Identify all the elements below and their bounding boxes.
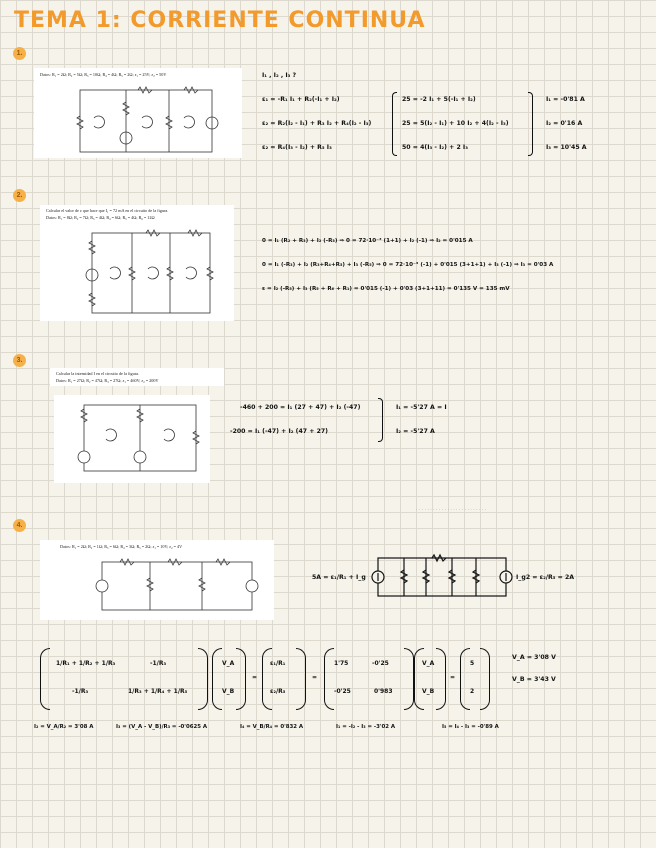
matrix-2-n12: -0'25 — [372, 660, 389, 667]
vector-v-b: V_B — [222, 688, 235, 695]
exercise-3-result-2: I₂ = -5'27 A — [396, 428, 435, 435]
matrix-2-n11: 1'75 — [334, 660, 349, 667]
exercise-1-eq-3: ε₂ = R₄(I₃ - I₂) + R₅ I₃ — [262, 144, 332, 151]
circuit-2-diagram — [40, 205, 234, 321]
exercise-number-3: 3. — [13, 354, 26, 367]
exercise-3-given-1: Calcular la intensidad I en el circuito de la figura. — [56, 371, 140, 376]
vector-result-1: 5 — [470, 660, 475, 667]
exercise-4-given: Datos: R₁ = 2Ω; R₂ = 1Ω; R₃ = 6Ω; R₄ = 3Ω; R₅ = 2Ω; ε₁ = 10V; ε₂ = 4V — [60, 544, 183, 549]
exercise-1-eq-2: ε₂ = R₂(I₂ - I₁) + R₃ I₂ + R₄(I₂ - I₃) — [262, 120, 372, 127]
exercise-1-result-1: I₁ = -0'81 A — [546, 96, 585, 103]
matrix-2-n22: 0'983 — [374, 688, 393, 695]
exercise-1-figure — [34, 68, 242, 158]
exercise-1-sub-2: 25 = 5(I₂ - I₁) + 10 I₂ + 4(I₂ - I₃) — [402, 120, 509, 127]
vector-rhs-paren-right — [296, 648, 306, 710]
exercise-1-eq-1: ε₁ = -R₁ I₁ + R₂(-I₁ + I₂) — [262, 96, 340, 103]
vector-v2-a: V_A — [422, 660, 435, 667]
equals-sign-3: = — [450, 674, 456, 681]
vector-v2-paren-left — [414, 648, 424, 710]
exercise-4-faded-sketch: · · · · · · · · · · · · · · · · · · · · · · · · · — [416, 508, 487, 513]
exercise-3-brace — [378, 398, 383, 442]
exercise-4-figure — [40, 540, 274, 620]
matrix-2-paren-right — [404, 648, 414, 710]
exercise-2-given-1: Calcular el valor de ε que hace que I₁ = 72 mA en el circuito de la figura. — [46, 208, 169, 213]
exercise-3-eq-1: -460 + 200 = I₁ (27 + 47) + I₂ (-47) — [240, 404, 361, 411]
exercise-4-sketch-circuit — [368, 548, 514, 604]
exercise-1-brace-right — [528, 92, 533, 156]
exercise-2-eq-1: 0 = I₁ (R₂ + R₃) + I₂ (-R₃) ⇒ 0 = 72·10⁻³ (1+1) + I₂ (-1) ⇒ I₂ = 0'015 A — [262, 238, 473, 244]
exercise-2-given-2: Datos: R₁ = 8Ω; R₂ = 7Ω; R₃ = 4Ω; R₄ = 6Ω; R₅ = 4Ω; R₆ = 12Ω — [46, 215, 155, 220]
exercise-1-result-2: I₂ = 0'16 A — [546, 120, 583, 127]
matrix-1-m21: -1/R₃ — [72, 688, 89, 695]
exercise-1-brace-left — [392, 92, 397, 156]
exercise-4-node-result-a: V_A = 3'08 V — [512, 654, 556, 661]
exercise-2-figure — [40, 205, 234, 321]
exercise-1-sub-3: 50 = 4(I₃ - I₂) + 2 I₃ — [402, 144, 468, 151]
matrix-1-paren-right — [198, 648, 208, 710]
exercise-1-given: Datos: R₁ = 2Ω; R₂ = 5Ω; R₃ = 10Ω; R₄ = 4Ω; R₅ = 2Ω; ε₁ = 25V; ε₂ = 50V — [40, 72, 167, 77]
exercise-3-given-2: Datos: R₁ = 27Ω; R₂ = 47Ω; R₃ = 27Ω; ε₁ = 460V; ε₂ = 200V — [56, 378, 159, 383]
exercise-number-4: 4. — [13, 519, 26, 532]
exercise-1-result-3: I₃ = 10'45 A — [546, 144, 587, 151]
vector-rhs-paren-left — [262, 648, 272, 710]
matrix-1-m11: 1/R₁ + 1/R₂ + 1/R₃ — [56, 660, 116, 667]
vector-v-paren-right — [236, 648, 246, 710]
matrix-1-m12: -1/R₃ — [150, 660, 167, 667]
vector-rhs-1: ε₁/R₁ — [270, 660, 286, 667]
exercise-4-current-1: I₂ = V_A/R₂ = 3'08 A — [34, 724, 94, 730]
exercise-4-source-eq-left: 5A = ε₁/R₁ + I_g — [312, 574, 366, 581]
matrix-2-paren-left — [324, 648, 334, 710]
vector-result-paren-right — [480, 648, 490, 710]
exercise-1-unknowns: I₁ , I₂ , I₃ ? — [262, 72, 297, 79]
matrix-1-paren-left — [40, 648, 50, 710]
circuit-1-diagram — [34, 68, 242, 158]
matrix-2-n21: -0'25 — [334, 688, 351, 695]
exercise-3-result-1: I₁ = -5'27 A = I — [396, 404, 447, 411]
exercise-2-eq-2: 0 = I₁ (-R₃) + I₂ (R₃+R₄+R₅) + I₃ (-R₅) ⇒ 0 = 72·10⁻³ (-1) + 0'015 (3+1+1) + I₃ (-1) ⇒ I₃ = 0'03 A — [262, 262, 554, 268]
exercise-2-eq-3: ε = I₂ (-R₅) + I₃ (R₅ + R₆ + R₁) = 0'015 (-1) + 0'03 (3+1+11) = 0'135 V = 135 mV — [262, 286, 510, 292]
exercise-number-1: 1. — [13, 47, 26, 60]
exercise-number-2: 2. — [13, 189, 26, 202]
exercise-4-current-5: I₅ = I₄ - I₃ = -0'89 A — [442, 724, 499, 730]
exercise-3-figure — [54, 395, 210, 483]
vector-v-a: V_A — [222, 660, 235, 667]
vector-v2-paren-right — [436, 648, 446, 710]
vector-result-paren-left — [460, 648, 470, 710]
exercise-4-node-result-b: V_B = 3'43 V — [512, 676, 556, 683]
exercise-4-current-3: I₄ = V_B/R₄ = 0'832 A — [240, 724, 304, 730]
exercise-3-statement — [50, 368, 224, 386]
matrix-1-m22: 1/R₃ + 1/R₄ + 1/R₅ — [128, 688, 188, 695]
exercise-4-source-eq-right: I_g2 = ε₂/R₅ = 2A — [516, 574, 575, 581]
equals-sign-1: = — [252, 674, 258, 681]
vector-v2-b: V_B — [422, 688, 435, 695]
vector-result-2: 2 — [470, 688, 475, 695]
page-title: TEMA 1: CORRIENTE CONTINUA — [14, 8, 426, 33]
exercise-4-current-2: I₃ = (V_A - V_B)/R₃ = -0'0625 A — [116, 724, 208, 730]
circuit-4-diagram — [40, 540, 274, 620]
equals-sign-2: = — [312, 674, 318, 681]
circuit-3-diagram — [54, 395, 210, 483]
exercise-4-current-4: I₁ = -I₂ - I₃ = -3'02 A — [336, 724, 396, 730]
exercise-3-eq-2: -200 = I₁ (-47) + I₂ (47 + 27) — [230, 428, 329, 435]
exercise-1-sub-1: 25 = -2 I₁ + 5(-I₁ + I₂) — [402, 96, 476, 103]
vector-rhs-2: ε₂/R₅ — [270, 688, 286, 695]
vector-v-paren-left — [212, 648, 222, 710]
